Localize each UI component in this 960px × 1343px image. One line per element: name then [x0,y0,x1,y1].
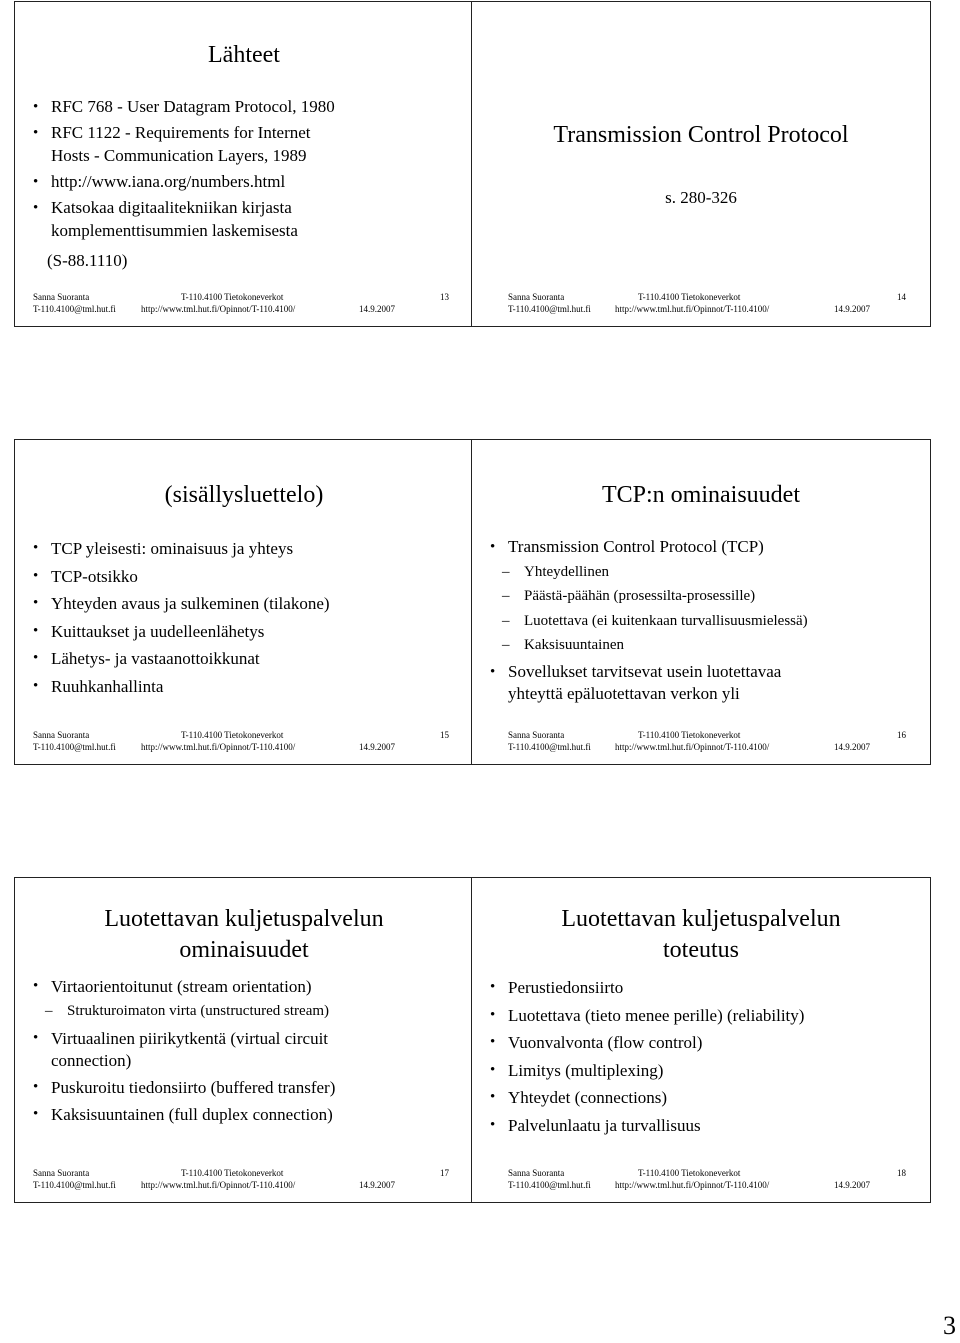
footer-email: T-110.4100@tml.hut.fi [508,742,591,752]
slide-title: TCP:n ominaisuudet [602,482,800,508]
list-item: • Perustiedonsiirto [488,974,916,1002]
footer-author: Sanna Suoranta [508,1168,565,1178]
slide-footer [490,730,906,754]
footer-date: 14.9.2007 [359,304,395,314]
list-item: • Lähetys- ja vastaanottoikkunat [31,645,459,673]
list-item: • Transmission Control Protocol (TCP) [488,535,916,560]
footer-date: 14.9.2007 [359,742,395,752]
footer-course: T-110.4100 Tietokoneverkot [638,730,741,740]
list-item: • TCP-otsikko [31,563,459,591]
slide-18 [471,877,931,1203]
list-item: • Yhteyden avaus ja sulkeminen (tilakone) [31,590,459,618]
slide-footer [33,730,449,754]
footer-slide-number: 14 [897,292,906,302]
footer-url: http://www.tml.hut.fi/Opinnot/T-110.4100/ [141,1180,296,1190]
footer-slide-number: 18 [897,1168,906,1178]
slide-subtitle: s. 280-326 [665,188,737,207]
list-item: • Kuittaukset ja uudelleenlähetys [31,618,459,646]
list-item: – Luotettava (ei kuitenkaan turvallisuusmielessä) [488,609,916,634]
slide-17 [14,877,474,1203]
footer-author: Sanna Suoranta [508,292,565,302]
footer-slide-number: 13 [440,292,449,302]
slide-title [472,904,930,966]
list-item: • TCP yleisesti: ominaisuus ja yhteys [31,535,459,563]
list-item: connection) [51,1051,132,1070]
list-item: • Vuonvalvonta (flow control) [488,1029,916,1057]
list-item: • RFC 1122 - Requirements for Internet [31,120,459,146]
title-line: ominaisuudet [179,937,309,963]
slide-16 [471,439,931,765]
footer-author: Sanna Suoranta [33,730,90,740]
title-line: Luotettavan kuljetuspalvelun [561,906,841,932]
list-item: yhteyttä epäluotettavan verkon yli [508,684,740,703]
bullet-list [31,94,459,274]
bullet-list [31,535,459,700]
page-number: 3 [943,1311,956,1340]
list-item: • http://www.iana.org/numbers.html [31,169,459,195]
footer-course: T-110.4100 Tietokoneverkot [181,1168,284,1178]
slide-14 [471,1,931,327]
footer-email: T-110.4100@tml.hut.fi [508,1180,591,1190]
footer-author: Sanna Suoranta [33,1168,90,1178]
list-item: – Päästä-päähän (prosessilta-prosessille) [488,584,916,609]
slide-13 [14,1,474,327]
footer-course: T-110.4100 Tietokoneverkot [181,730,284,740]
list-item: • Katsokaa digitaalitekniikan kirjasta [31,195,459,221]
slide-footer [33,292,449,316]
footer-url: http://www.tml.hut.fi/Opinnot/T-110.4100/ [615,742,770,752]
footer-url: http://www.tml.hut.fi/Opinnot/T-110.4100/ [615,1180,770,1190]
list-item: • Palvelunlaatu ja turvallisuus [488,1112,916,1140]
list-item: • Luotettava (tieto menee perille) (reliability) [488,1002,916,1030]
footer-email: T-110.4100@tml.hut.fi [33,742,116,752]
slide-title: Lähteet [208,42,280,68]
bullet-list [31,974,459,1127]
slide-title: Transmission Control Protocol [553,122,849,148]
footer-url: http://www.tml.hut.fi/Opinnot/T-110.4100/ [141,742,296,752]
footer-date: 14.9.2007 [834,304,870,314]
list-item: • RFC 768 - User Datagram Protocol, 1980 [31,94,459,120]
title-line: toteutus [663,937,739,963]
footer-course: T-110.4100 Tietokoneverkot [181,292,284,302]
bullet-list [488,535,916,707]
slide-title [15,904,473,966]
slide-footer [33,1168,449,1192]
bullet-list [488,974,916,1139]
footer-date: 14.9.2007 [834,742,870,752]
footer-url: http://www.tml.hut.fi/Opinnot/T-110.4100/ [141,304,296,314]
list-item: Hosts - Communication Layers, 1989 [51,146,307,165]
footer-date: 14.9.2007 [359,1180,395,1190]
list-item: – Yhteydellinen [488,560,916,585]
footer-author: Sanna Suoranta [508,730,565,740]
list-item: • Ruuhkanhallinta [31,673,459,701]
list-item: • Virtuaalinen piirikytkentä (virtual circuit [31,1026,459,1051]
footer-author: Sanna Suoranta [33,292,90,302]
footer-date: 14.9.2007 [834,1180,870,1190]
list-item: (S-88.1110) [47,251,128,270]
footer-course: T-110.4100 Tietokoneverkot [638,1168,741,1178]
list-item: komplementtisummien laskemisesta [51,221,298,240]
footer-email: T-110.4100@tml.hut.fi [508,304,591,314]
list-item: • Limitys (multiplexing) [488,1057,916,1085]
slide-15 [14,439,474,765]
slide-footer [490,1168,906,1192]
footer-course: T-110.4100 Tietokoneverkot [638,292,741,302]
list-item: • Yhteydet (connections) [488,1084,916,1112]
list-item: • Kaksisuuntainen (full duplex connection) [31,1102,459,1127]
footer-slide-number: 16 [897,730,906,740]
slide-footer [490,292,906,316]
list-item: – Kaksisuuntainen [488,633,916,658]
list-item: • Virtaorientoitunut (stream orientation) [31,974,459,999]
footer-email: T-110.4100@tml.hut.fi [33,304,116,314]
footer-slide-number: 17 [440,1168,449,1178]
footer-email: T-110.4100@tml.hut.fi [33,1180,116,1190]
list-item: • Sovellukset tarvitsevat usein luotettavaa [488,660,916,685]
slide-title: (sisällysluettelo) [164,482,324,508]
title-line: Luotettavan kuljetuspalvelun [104,906,384,932]
footer-url: http://www.tml.hut.fi/Opinnot/T-110.4100/ [615,304,770,314]
list-item: • Puskuroitu tiedonsiirto (buffered transfer) [31,1075,459,1100]
footer-slide-number: 15 [440,730,449,740]
list-item: – Strukturoimaton virta (unstructured stream) [31,999,459,1024]
